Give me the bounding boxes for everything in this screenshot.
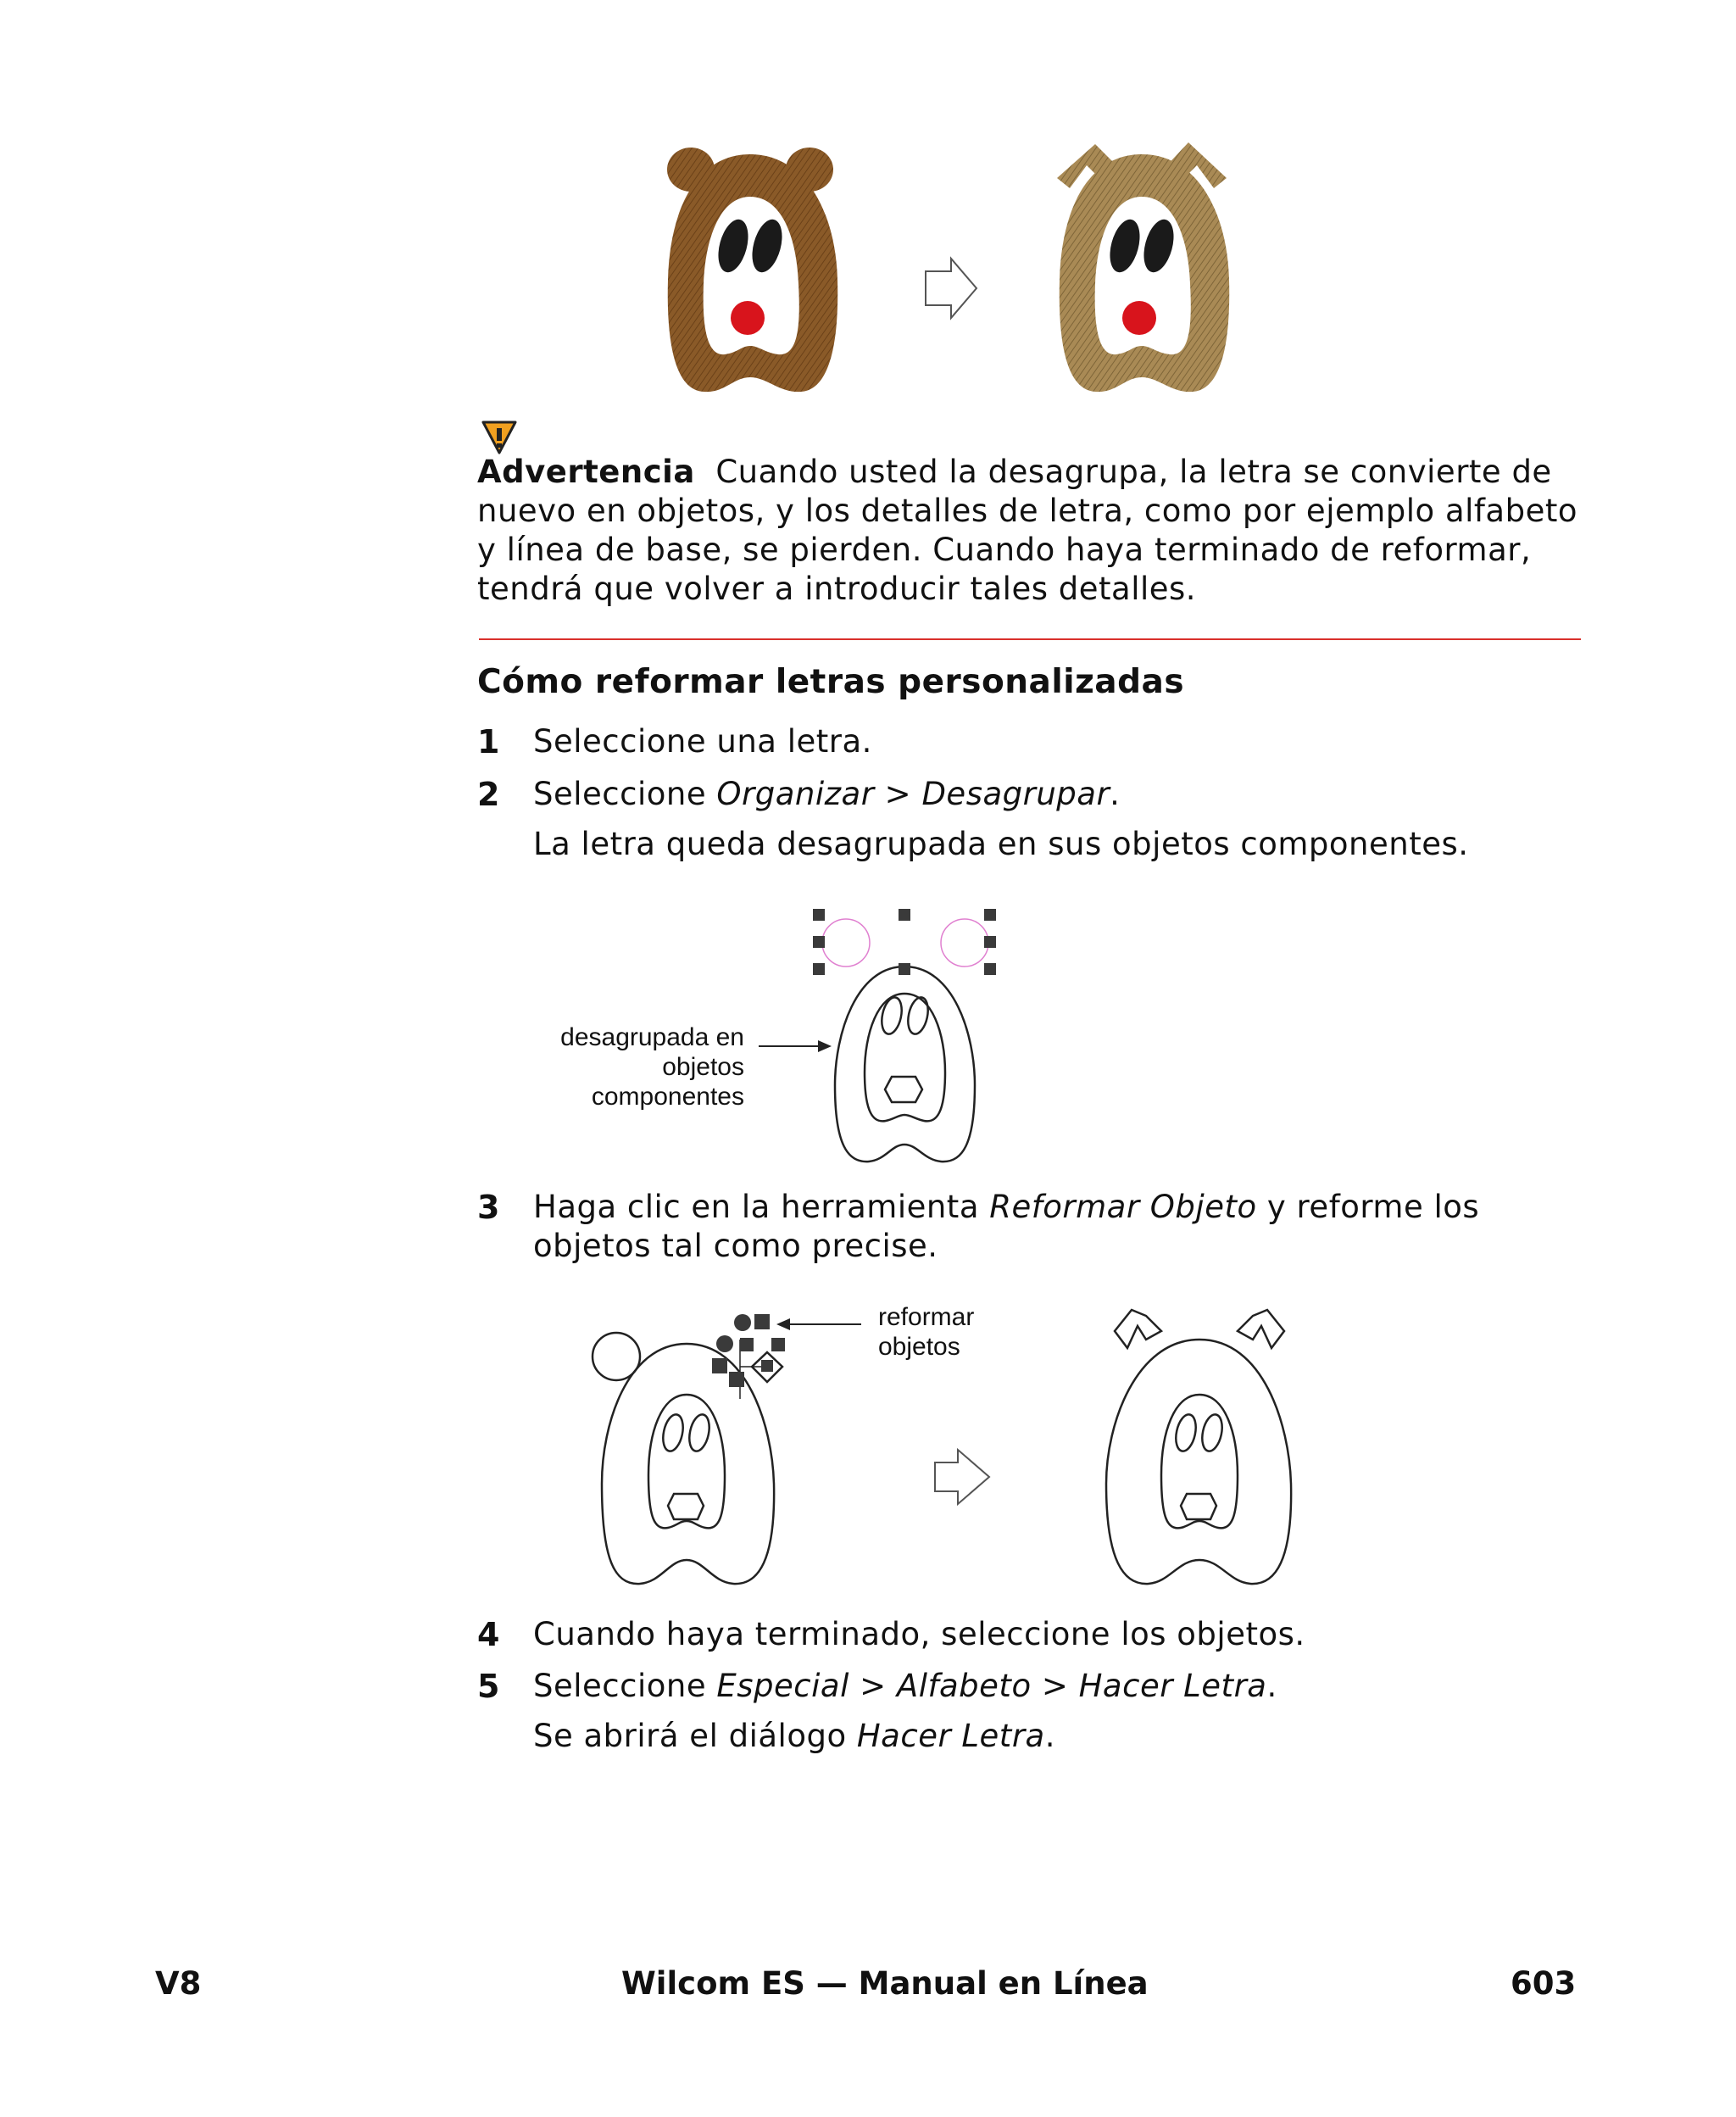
footer-version: V8 [155,1965,202,2002]
step-text: Seleccione Organizar > Desagrupar. [533,776,1121,812]
menu-organizar: Organizar [716,776,875,812]
step-number: 4 [477,1616,500,1653]
step-number: 3 [477,1189,500,1226]
right-arrow-icon [926,259,976,318]
step-2-note: La letra queda desagrupada en sus objetos componentes. [533,826,1469,862]
footer-title: Wilcom ES — Manual en Línea [621,1965,1149,2002]
embroidered-letter-before [667,148,837,392]
warning-icon [480,417,519,456]
footer-page-number: 603 [1511,1965,1577,2002]
warning-text: Cuando usted la desagrupa, la letra se convierte de nuevo en objetos, y los detalles de letra, como por ejemplo alfabeto y línea de base, se pierden. Cuando haya terminado de reformar, tendrá que volver a introducir tales detalles. [477,454,1577,607]
warning-paragraph [477,453,1592,609]
menu-especial: Especial [716,1668,849,1704]
section-divider [479,638,1581,640]
figure-embroidery-reshape [644,136,1263,407]
tool-reformar-objeto: Reformar Objeto [989,1189,1257,1225]
callout-ungrouped: desagrupada en objetos componentes [560,1023,744,1111]
right-arrow-icon [935,1450,989,1504]
menu-alfabeto: Alfabeto [896,1668,1032,1704]
step-number: 1 [477,723,500,760]
figure-ungrouped-objects [797,899,1017,1170]
step-number: 5 [477,1668,500,1705]
step-text: Seleccione una letra. [533,723,872,760]
menu-hacer-letra: Hacer Letra [1078,1668,1267,1704]
step-text: Cuando haya terminado, seleccione los objetos. [533,1616,1305,1652]
step-number: 2 [477,776,500,813]
section-title: Cómo reformar letras personalizadas [477,663,1185,701]
dialog-hacer-letra: Hacer Letra [856,1718,1045,1754]
step-5-note: Se abrirá el diálogo Hacer Letra. [533,1718,1055,1754]
step-text: Haga clic en la herramienta Reformar Objeto y reforme los objetos tal como precise. [533,1189,1480,1264]
embroidered-letter-after [1057,142,1229,392]
warning-label: Advertencia [477,454,695,490]
callout-reshape: reformar objetos [878,1303,975,1361]
callout-arrow [757,1036,833,1056]
menu-desagrupar: Desagrupar [921,776,1110,812]
step-text: Seleccione Especial > Alfabeto > Hacer Letra. [533,1668,1277,1704]
